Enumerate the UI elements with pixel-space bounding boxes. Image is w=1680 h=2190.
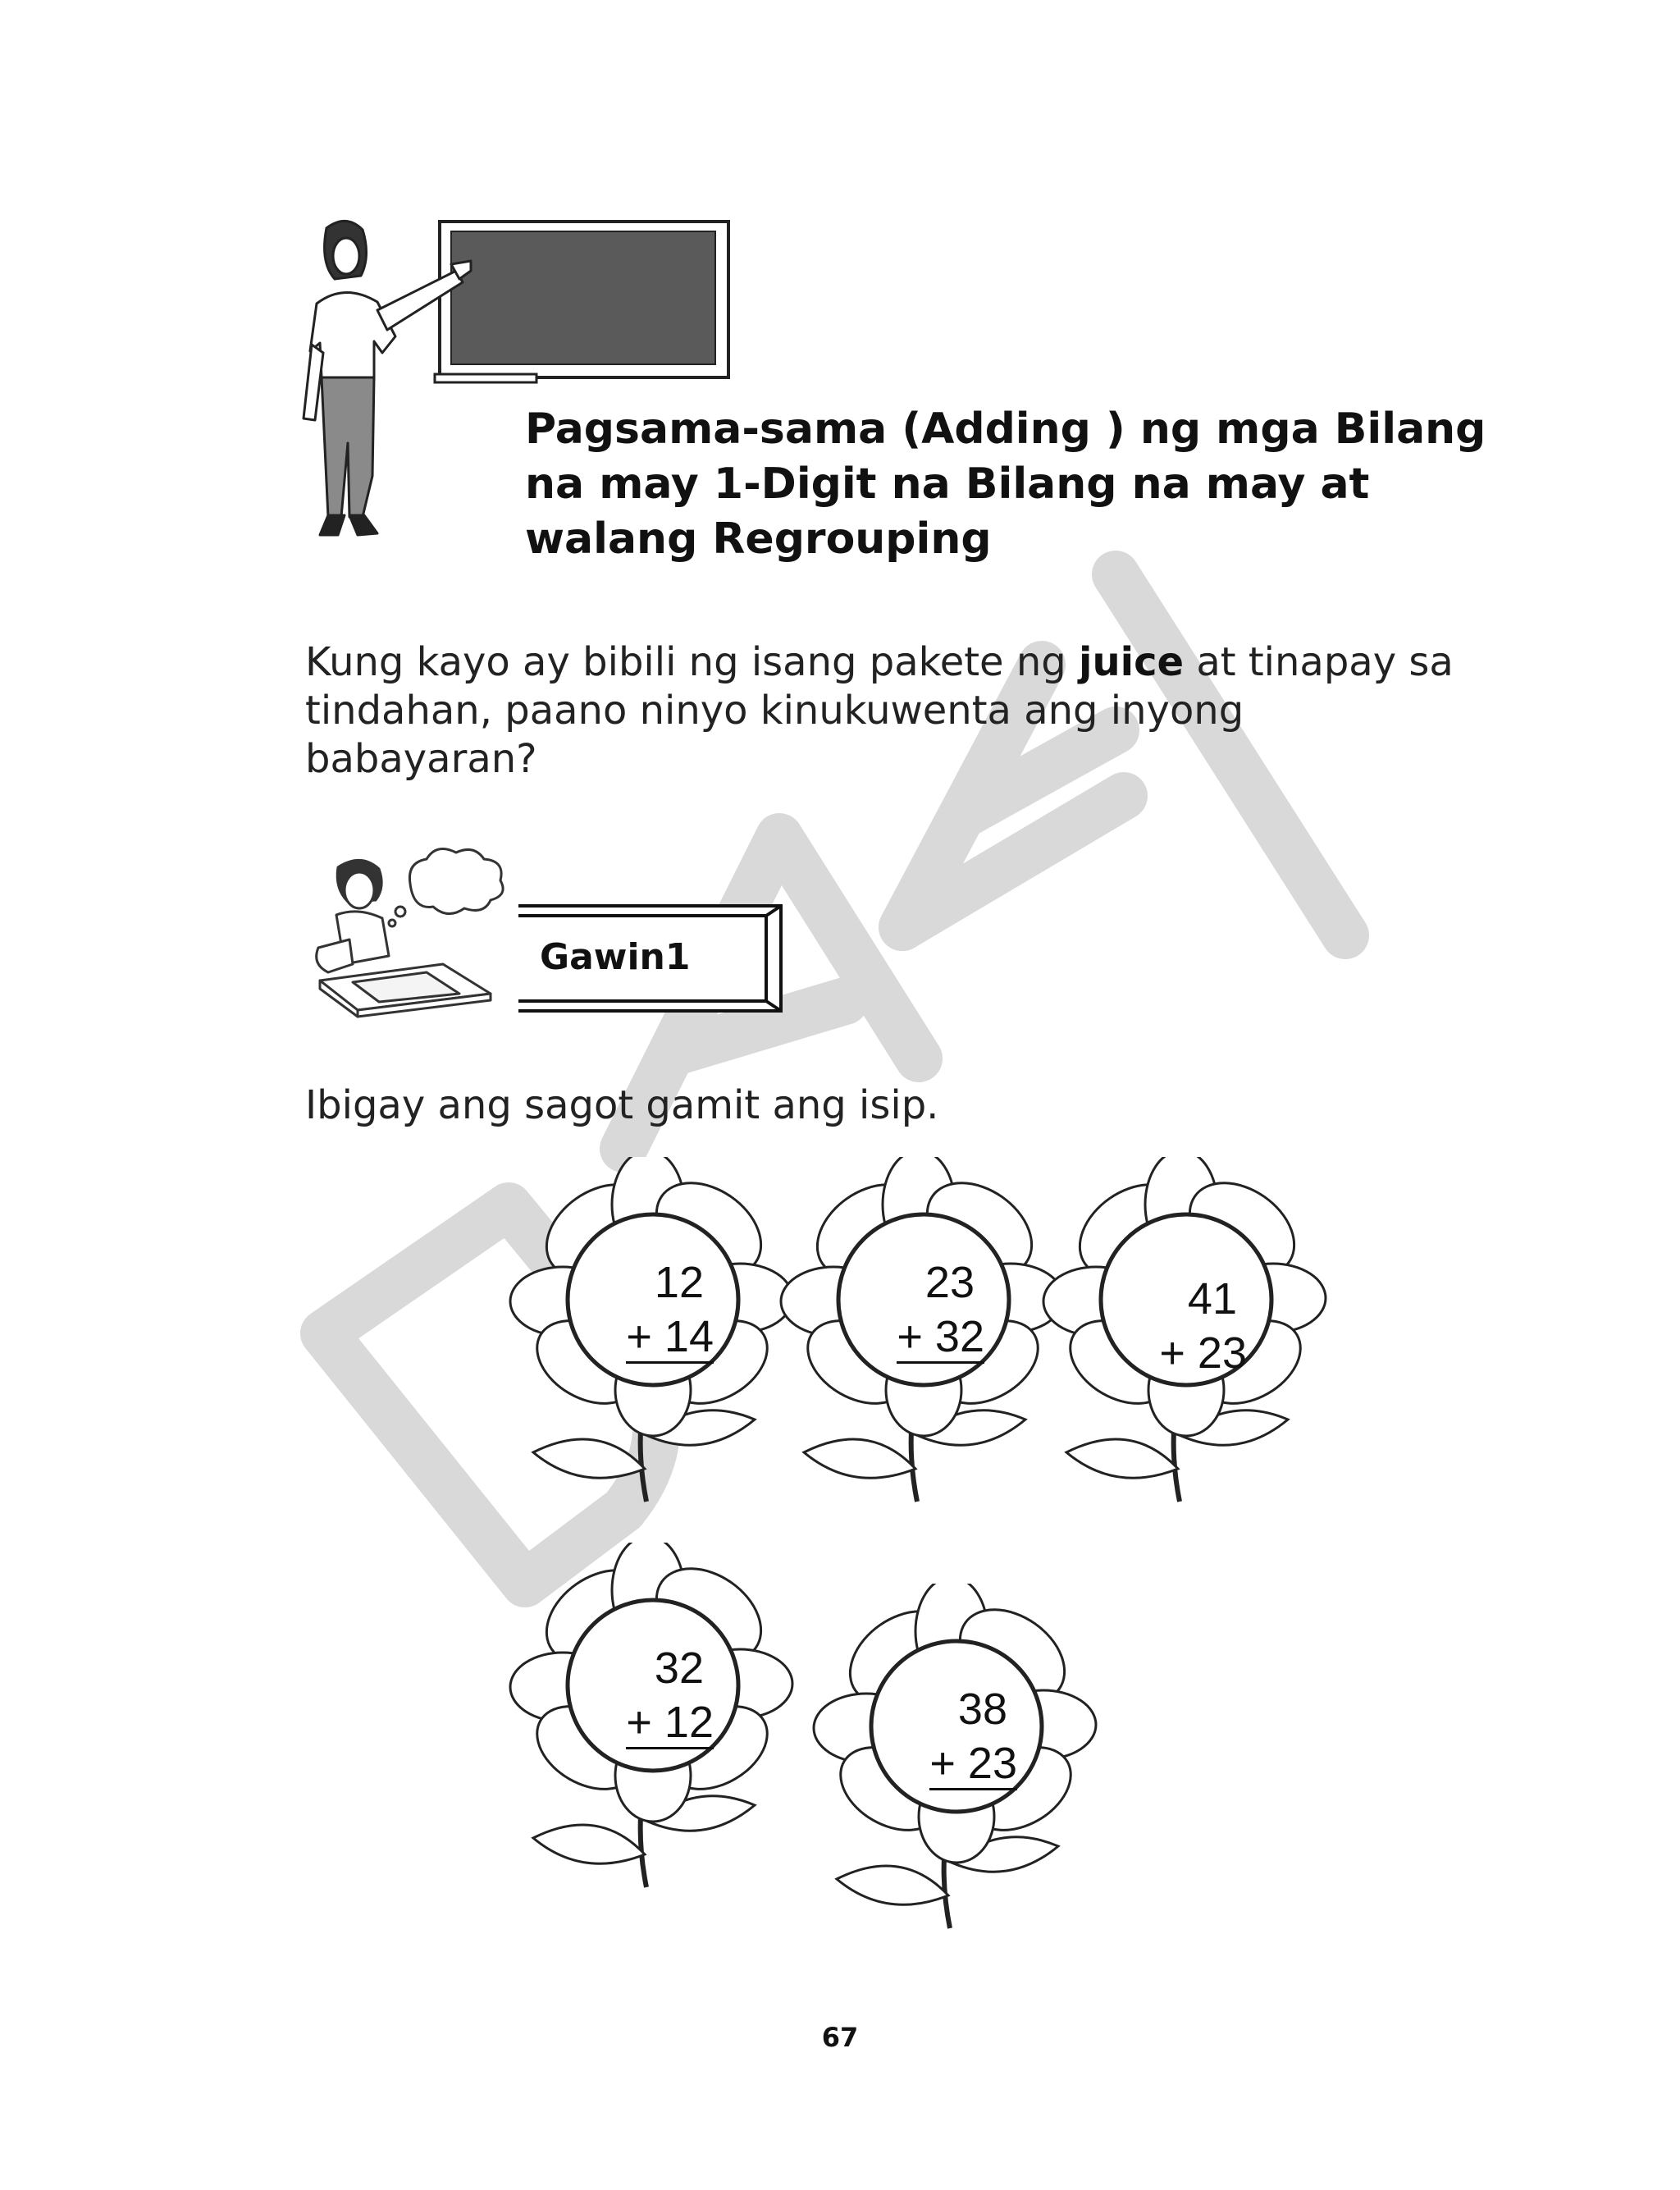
addend-top: 23 [924, 1258, 975, 1307]
intro-paragraph [305, 638, 1454, 784]
intro-line: tindahan, paano ninyo kinukuwenta ang inyong [305, 688, 1244, 734]
intro-bold-word: juice [1078, 639, 1185, 685]
flower-problem [812, 1584, 1107, 1969]
addition-problem [574, 1641, 738, 1749]
addend-bottom: + 14 [626, 1312, 714, 1364]
activity-instruction: Ibigay ang sagot gamit ang isip. [305, 1082, 939, 1128]
addend-top: 32 [654, 1644, 704, 1693]
page-number: 67 [821, 2022, 859, 2053]
addend-bottom: + 23 [1159, 1328, 1247, 1378]
addend-bottom: + 12 [626, 1698, 714, 1749]
flower-problem [509, 1157, 804, 1543]
addend-top: 41 [1187, 1274, 1237, 1324]
thinking-child-illustration [304, 841, 517, 1022]
addition-problem [878, 1682, 1042, 1790]
lesson-title-line: na may 1-Digit na Bilang na may at [525, 459, 1370, 509]
chalkboard-icon [435, 222, 728, 382]
lesson-title [525, 402, 1591, 567]
intro-text: at tinapay sa [1184, 639, 1454, 685]
flower-problem [509, 1543, 804, 1928]
lesson-title-line: Pagsama-sama (Adding ) ng mga Bilang [525, 405, 1486, 454]
addend-bottom: + 23 [929, 1739, 1017, 1790]
addition-problem [1107, 1272, 1271, 1380]
addition-problem [574, 1255, 738, 1364]
addend-bottom: + 32 [897, 1312, 984, 1364]
addend-top: 12 [654, 1258, 704, 1307]
flower-problem [779, 1157, 1075, 1543]
intro-text: Kung kayo ay bibili ng isang pakete ng [305, 639, 1079, 685]
flower-problem [1042, 1157, 1337, 1543]
addend-top: 38 [957, 1685, 1007, 1734]
addition-problem [845, 1255, 1009, 1364]
lesson-title-line: walang Regrouping [525, 514, 992, 564]
activity-label: Gawin1 [540, 936, 691, 978]
intro-line [305, 638, 1454, 687]
intro-line: babayaran? [305, 736, 537, 782]
